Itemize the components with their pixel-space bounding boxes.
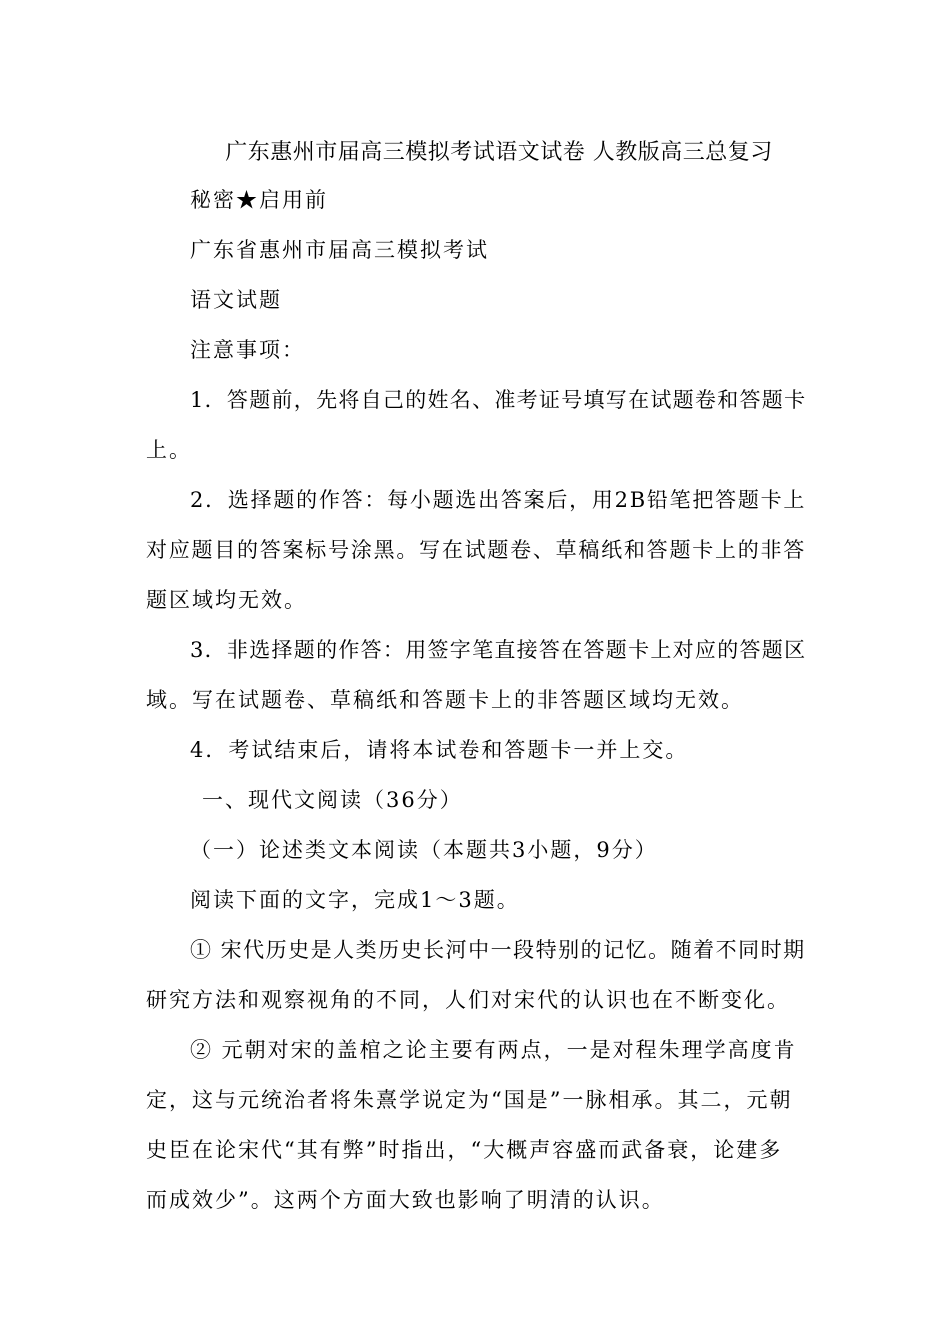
notice-heading: 注意事项： bbox=[190, 338, 305, 362]
paragraph-1-line-2: 研究方法和观察视角的不同，人们对宋代的认识也在不断变化。 bbox=[146, 988, 790, 1012]
subject-title: 语文试题 bbox=[190, 288, 282, 312]
notice-3-line-2: 域。写在试题卷、草稿纸和答题卡上的非答题区域均无效。 bbox=[146, 688, 744, 712]
paragraph-2-line-4: 而成效少”。这两个方面大致也影响了明清的认识。 bbox=[146, 1188, 665, 1212]
paragraph-1-line-1: ① 宋代历史是人类历史长河中一段特别的记忆。随着不同时期 bbox=[190, 938, 806, 962]
exam-name: 广东省惠州市届高三模拟考试 bbox=[190, 238, 489, 262]
notice-2-line-3: 题区域均无效。 bbox=[146, 588, 307, 612]
paragraph-2-line-1: ② 元朝对宋的盖棺之论主要有两点，一是对程朱理学高度肯 bbox=[190, 1038, 797, 1062]
confidentiality-mark: 秘密★启用前 bbox=[190, 188, 328, 212]
notice-1-line-2: 上。 bbox=[146, 438, 192, 462]
subsection-one-heading: （一）论述类文本阅读（本题共3小题，9分） bbox=[190, 838, 658, 862]
notice-2-line-1: 2．选择题的作答：每小题选出答案后，用2B铅笔把答题卡上 bbox=[190, 488, 807, 512]
notice-2-line-2: 对应题目的答案标号涂黑。写在试题卷、草稿纸和答题卡上的非答 bbox=[146, 538, 806, 562]
notice-1-line-1: 1．答题前，先将自己的姓名、准考证号填写在试题卷和答题卡 bbox=[190, 388, 807, 412]
paragraph-2-line-3: 史臣在论宋代“其有弊”时指出，“大概声容盛而武备衰，论建多 bbox=[146, 1138, 783, 1162]
reading-instruction: 阅读下面的文字，完成1～3题。 bbox=[190, 888, 520, 912]
section-one-heading: 一、现代文阅读（36分） bbox=[202, 788, 463, 812]
notice-4-line-1: 4．考试结束后，请将本试卷和答题卡一并上交。 bbox=[190, 738, 689, 762]
paragraph-2-line-2: 定，这与元统治者将朱熹学说定为“国是”一脉相承。其二，元朝 bbox=[146, 1088, 793, 1112]
document-title: 广东惠州市届高三模拟考试语文试卷 人教版高三总复习 bbox=[225, 140, 773, 165]
notice-3-line-1: 3．非选择题的作答：用签字笔直接答在答题卡上对应的答题区 bbox=[190, 638, 807, 662]
